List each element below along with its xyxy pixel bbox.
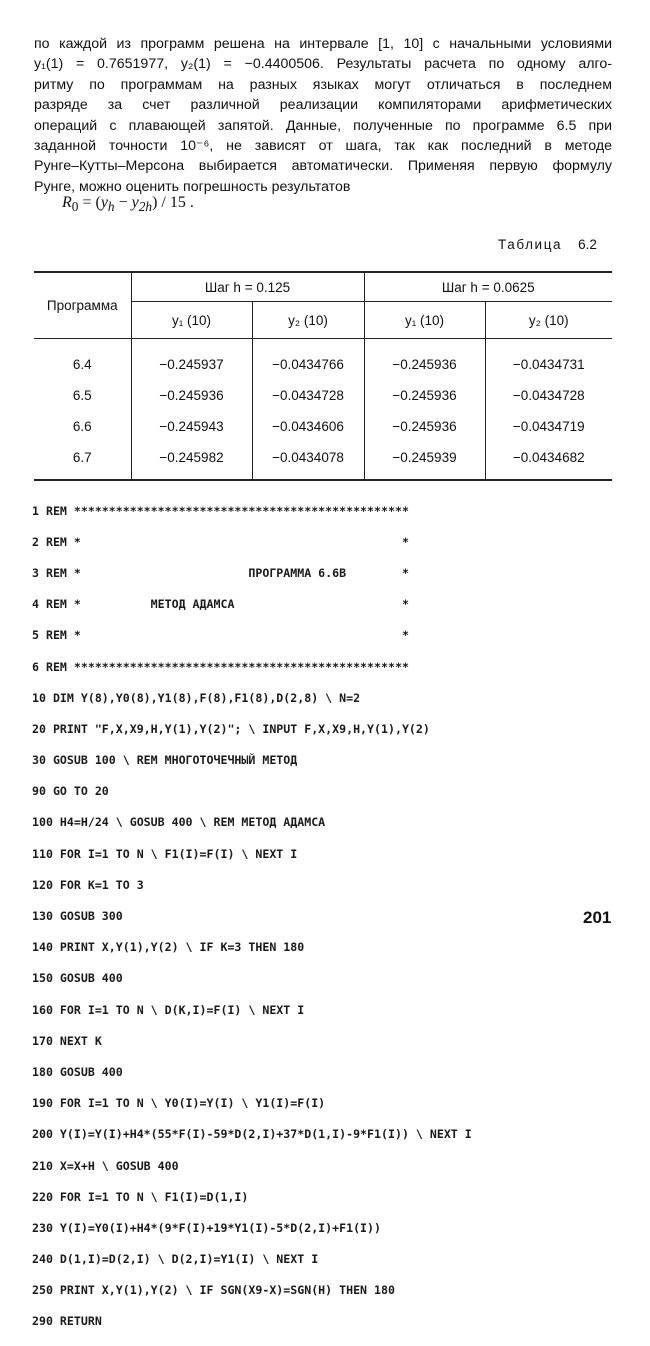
code-line: 150 GOSUB 400 xyxy=(32,971,123,986)
cell-value: −0.0434728 xyxy=(512,388,585,403)
paragraph-line: операций с плавающей запятой. Данные, полученные по программе 6.5 при xyxy=(34,117,612,134)
formula-y2h-sub: 2h xyxy=(138,199,153,215)
formula-minus: − xyxy=(114,194,132,211)
code-line: 4 REM * МЕТОД АДАМСА * xyxy=(32,597,409,612)
code-line: 10 DIM Y(8),Y0(8),Y1(8),F(8),F1(8),D(2,8) \ N=2 xyxy=(32,690,361,705)
code-line: 100 H4=H/24 \ GOSUB 400 \ REM МЕТОД АДАМСА xyxy=(32,815,326,830)
results-table xyxy=(34,271,612,481)
code-line: 6 REM ************************************************ xyxy=(32,659,409,674)
code-line: 250 PRINT X,Y(1),Y(2) \ IF SGN(X9-X)=SGN(H) THEN 180 xyxy=(32,1283,395,1298)
code-line: 3 REM * ПРОГРАММА 6.6В * xyxy=(32,565,409,580)
cell-value: −0.245936 xyxy=(364,380,485,411)
page-number: 201 xyxy=(583,908,612,927)
table-row xyxy=(34,339,612,381)
cell-value: −0.0434766 xyxy=(252,339,364,381)
code-line: 2 REM * * xyxy=(32,534,409,549)
paragraph-line: y₁(1) = 0.7651977, y₂(1) = −0.4400506. Результаты расчета по одному алго- xyxy=(34,56,612,73)
code-line: 5 REM * * xyxy=(32,628,409,643)
table-row xyxy=(34,380,612,411)
code-line: 180 GOSUB 400 xyxy=(32,1064,123,1079)
code-line: 90 GO TO 20 xyxy=(32,784,109,799)
code-line: 210 X=X+H \ GOSUB 400 xyxy=(32,1158,179,1173)
cell-value: −0.0434728 xyxy=(252,380,364,411)
code-line: 170 NEXT K xyxy=(32,1033,102,1048)
table-caption xyxy=(498,237,597,252)
error-formula xyxy=(62,194,194,215)
cell-value: −0.0434719 xyxy=(512,419,585,434)
code-line: 220 FOR I=1 TO N \ F1(I)=D(1,I) xyxy=(32,1189,249,1204)
header-y1-a: y₁ (10) xyxy=(131,302,252,339)
cell-value: −0.245936 xyxy=(131,380,252,411)
cell-value: −0.245943 xyxy=(131,411,252,442)
cell-program: 6.6 xyxy=(34,411,131,442)
cell-value: −0.0434682 xyxy=(485,442,612,480)
table-caption-label: Таблица xyxy=(498,237,563,252)
code-line: 1 REM ************************************************ xyxy=(32,503,409,518)
code-line: 200 Y(I)=Y(I)+H4*(55*F(I)-59*D(2,I)+37*D(1,I)-9*F1(I)) \ NEXT I xyxy=(32,1127,472,1142)
formula-y2h: y xyxy=(131,194,139,211)
cell-value: −0.245982 xyxy=(131,442,252,480)
body-paragraph xyxy=(34,34,612,197)
cell-value: −0.0434078 xyxy=(252,442,364,480)
header-y2-a: y₂ (10) xyxy=(252,302,364,339)
formula-r: R xyxy=(62,194,72,211)
paragraph-line: Рунге–Кутты–Мерсона выбирается автоматически. Применяя первую формулу xyxy=(34,158,612,175)
paragraph-line: разряде за счет различной реализации компиляторами арифметических xyxy=(34,97,612,114)
formula-eq: = ( xyxy=(78,194,101,211)
header-step-1: Шаг h = 0.125 xyxy=(131,272,364,302)
cell-value: −0.0434606 xyxy=(252,411,364,442)
code-line: 130 GOSUB 300 xyxy=(32,909,123,924)
formula-yh-sub: h xyxy=(107,199,115,215)
code-line: 160 FOR I=1 TO N \ D(K,I)=F(I) \ NEXT I xyxy=(32,1002,305,1017)
cell-program: 6.5 xyxy=(34,380,131,411)
paragraph-line: заданной точности 10⁻⁶, не зависят от шага, так как последний в методе xyxy=(34,138,612,155)
cell-value: −0.245937 xyxy=(131,339,252,381)
formula-rhs: ) / 15 . xyxy=(152,194,194,211)
code-line: 240 D(1,I)=D(2,I) \ D(2,I)=Y1(I) \ NEXT I xyxy=(32,1252,319,1267)
code-line: 290 RETURN xyxy=(32,1314,102,1329)
basic-program-listing xyxy=(32,488,472,1346)
paragraph-line: по каждой из программ решена на интервале [1, 10] с начальными условиями xyxy=(34,36,612,52)
code-line: 230 Y(I)=Y0(I)+H4*(9*F(I)+19*Y1(I)-5*D(2,I)+F1(I)) xyxy=(32,1220,382,1235)
formula-r-sub: 0 xyxy=(71,199,79,215)
code-line: 20 PRINT "F,X,X9,H,Y(1),Y(2)"; \ INPUT F,X,X9,H,Y(1),Y(2) xyxy=(32,721,430,736)
paragraph-line: ритму по программам на разных языках могут отличаться в последнем xyxy=(34,76,612,93)
header-y1-b: y₁ (10) xyxy=(364,302,485,339)
formula-yh: y xyxy=(100,194,108,211)
cell-value: −0.0434731 xyxy=(512,357,585,372)
table-row xyxy=(34,442,612,480)
table-caption-number: 6.2 xyxy=(578,237,597,252)
cell-value: −0.245936 xyxy=(364,339,485,381)
cell-program: 6.4 xyxy=(34,339,131,381)
code-line: 110 FOR I=1 TO N \ F1(I)=F(I) \ NEXT I xyxy=(32,846,298,861)
header-y2-b: y₂ (10) xyxy=(485,302,612,339)
header-program: Программа xyxy=(34,272,131,339)
code-line: 30 GOSUB 100 \ REM МНОГОТОЧЕЧНЫЙ МЕТОД xyxy=(32,753,298,768)
paragraph-line: Рунге, можно оценить погрешность результатов xyxy=(34,178,351,195)
code-line: 120 FOR K=1 TO 3 xyxy=(32,877,144,892)
code-line: 140 PRINT X,Y(1),Y(2) \ IF K=3 THEN 180 xyxy=(32,940,305,955)
code-line: 190 FOR I=1 TO N \ Y0(I)=Y(I) \ Y1(I)=F(I) xyxy=(32,1096,326,1111)
table-row xyxy=(34,411,612,442)
cell-value: −0.245939 xyxy=(364,442,485,480)
cell-value: −0.245936 xyxy=(364,411,485,442)
cell-program: 6.7 xyxy=(34,442,131,480)
header-step-2: Шаг h = 0.0625 xyxy=(364,272,612,302)
